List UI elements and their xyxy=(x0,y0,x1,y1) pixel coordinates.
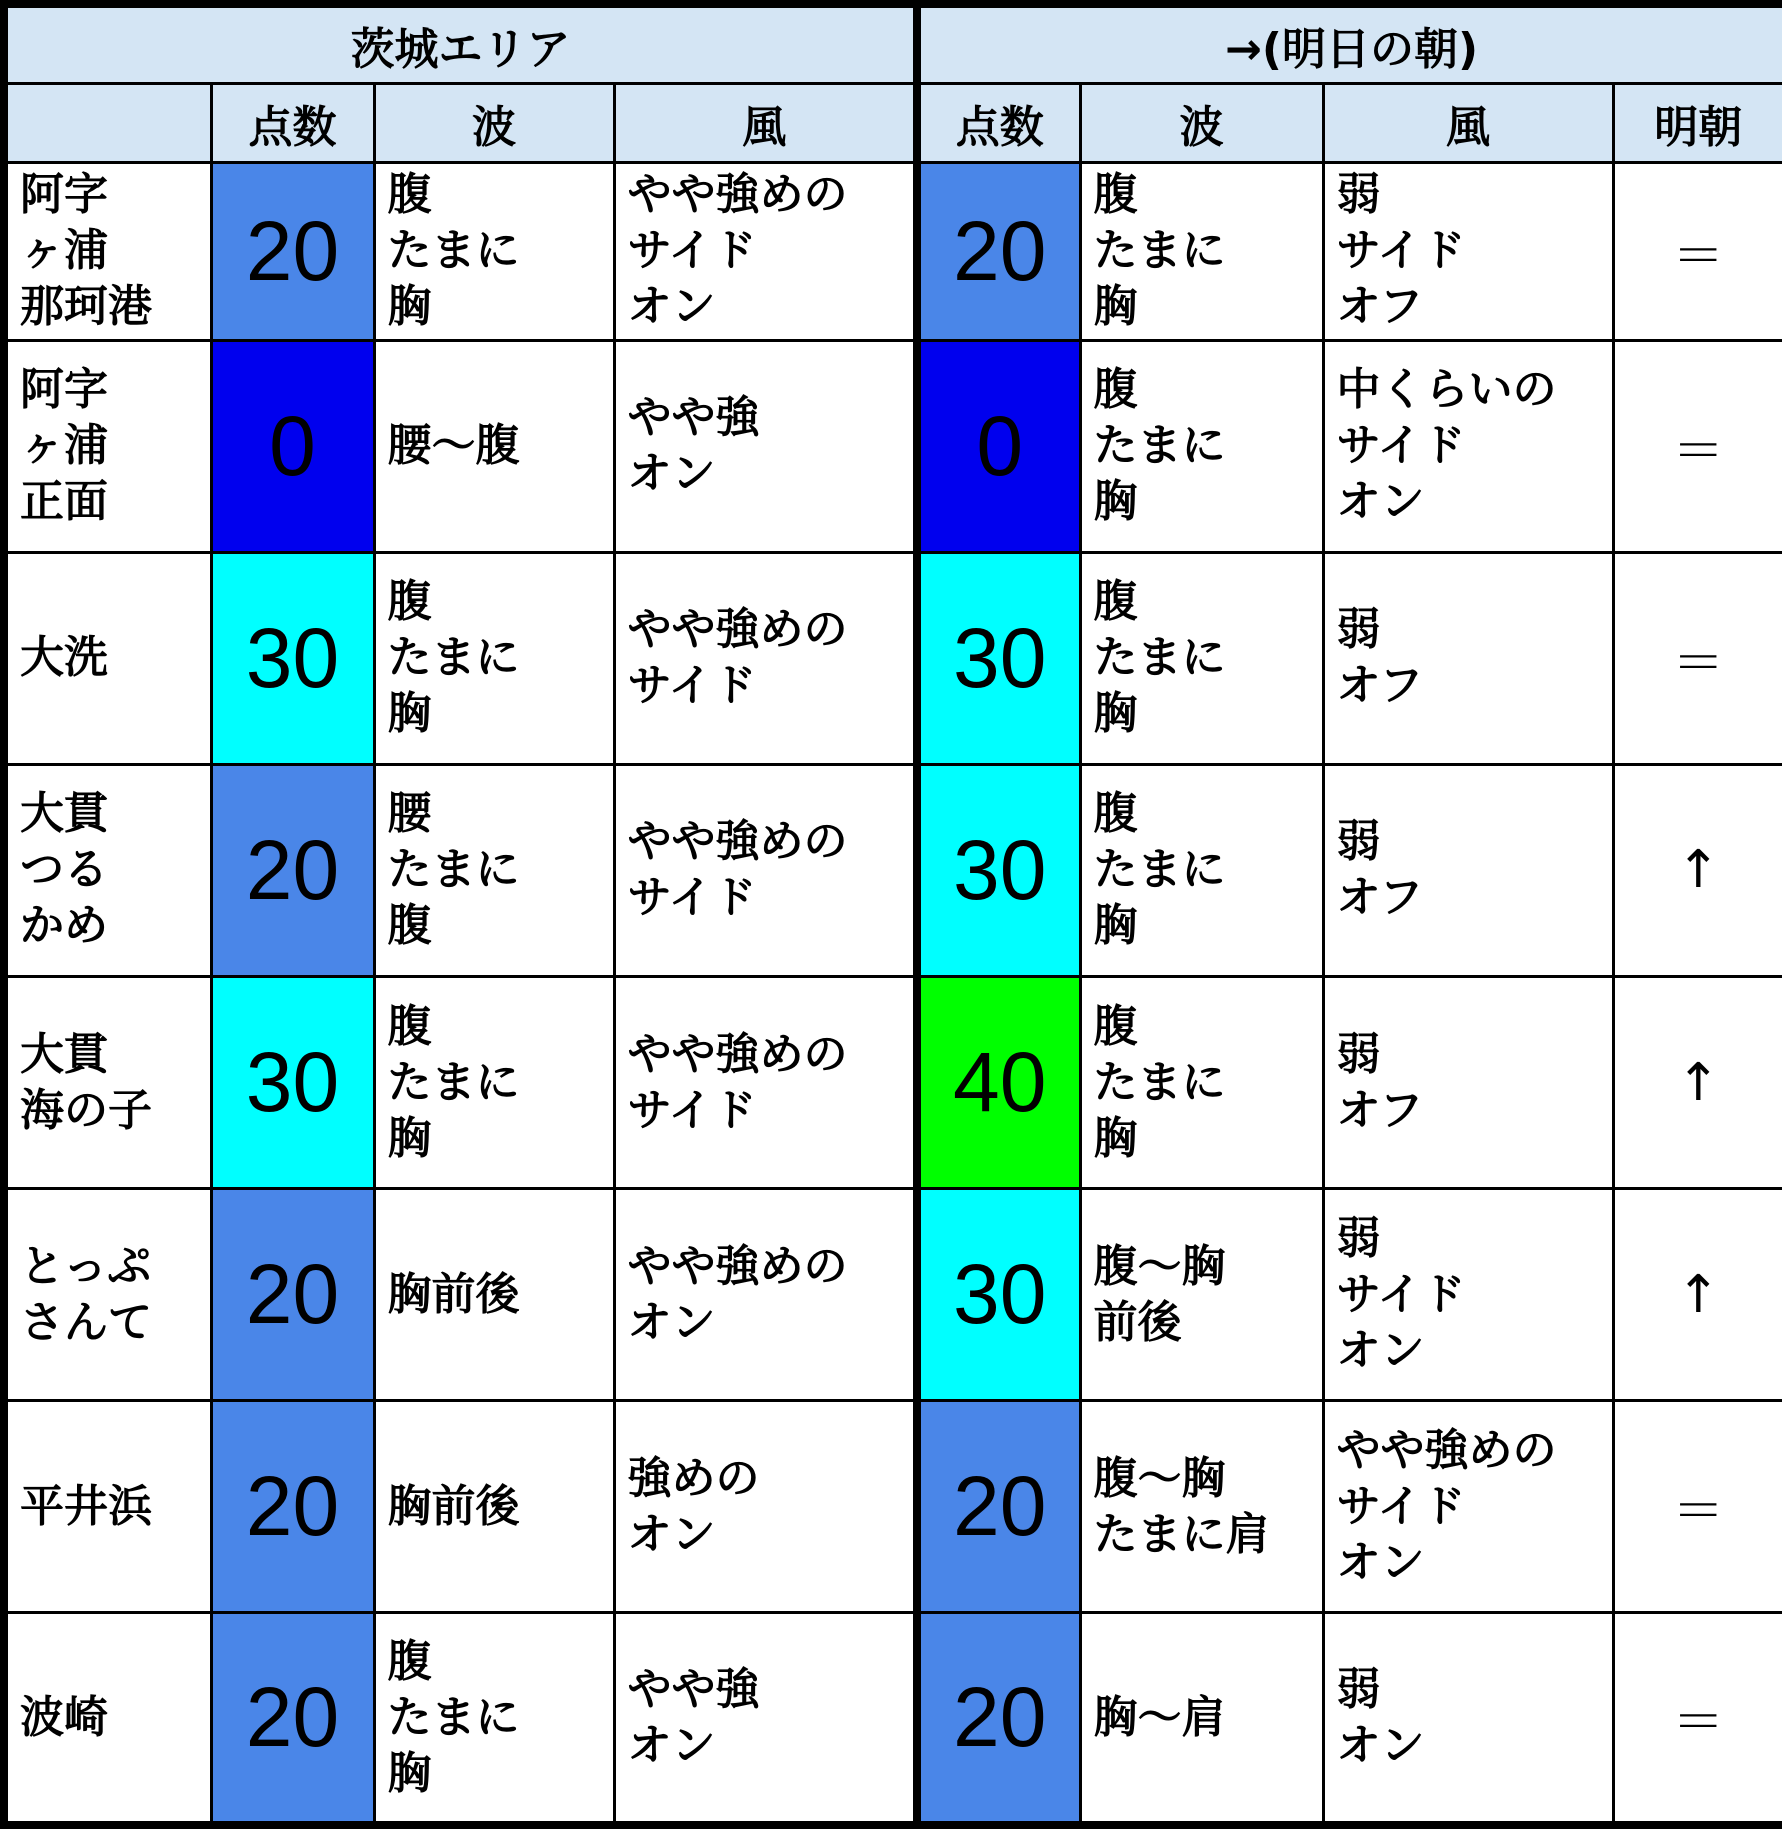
column-header-row xyxy=(4,83,1782,162)
today-score-header: 点数 xyxy=(211,83,374,162)
spot-name: 大洗 xyxy=(4,552,211,764)
today-score: 20 xyxy=(211,1401,374,1613)
table-row xyxy=(4,764,1782,976)
tomorrow-wave: 腹 たまに 胸 xyxy=(1080,976,1323,1188)
tomorrow-wind: 弱 オフ xyxy=(1323,976,1613,1188)
today-wave: 腰 たまに 腹 xyxy=(374,764,614,976)
tomorrow-score: 40 xyxy=(917,976,1080,1188)
today-wave-header: 波 xyxy=(374,83,614,162)
tomorrow-score: 30 xyxy=(917,764,1080,976)
tomorrow-wave: 胸～肩 xyxy=(1080,1613,1323,1825)
table-row xyxy=(4,1189,1782,1401)
today-wave: 胸前後 xyxy=(374,1401,614,1613)
tomorrow-wave: 腹 たまに 胸 xyxy=(1080,552,1323,764)
trend-indicator: ↑ xyxy=(1613,1189,1782,1401)
table-row xyxy=(4,1613,1782,1825)
today-score: 20 xyxy=(211,1189,374,1401)
today-wave: 腰～腹 xyxy=(374,340,614,552)
tomorrow-group-header: →(明日の朝) xyxy=(917,4,1782,83)
tomorrow-wave-header: 波 xyxy=(1080,83,1323,162)
trend-indicator: ＝ xyxy=(1613,552,1782,764)
tomorrow-score: 30 xyxy=(917,1189,1080,1401)
tomorrow-wave: 腹 たまに 胸 xyxy=(1080,764,1323,976)
today-score: 20 xyxy=(211,764,374,976)
spot-name: 平井浜 xyxy=(4,1401,211,1613)
today-wind: やや強めの サイド xyxy=(614,976,917,1188)
tomorrow-wind: 弱 オン xyxy=(1323,1613,1613,1825)
today-wind: やや強めの サイド オン xyxy=(614,162,917,340)
today-wind-header: 風 xyxy=(614,83,917,162)
spot-name: 大貫 海の子 xyxy=(4,976,211,1188)
tomorrow-wind-header: 風 xyxy=(1323,83,1613,162)
trend-indicator: ＝ xyxy=(1613,162,1782,340)
trend-indicator: ＝ xyxy=(1613,340,1782,552)
trend-indicator: ↑ xyxy=(1613,764,1782,976)
tomorrow-score: 20 xyxy=(917,1613,1080,1825)
table-row xyxy=(4,552,1782,764)
spot-name: 波崎 xyxy=(4,1613,211,1825)
tomorrow-wave: 腹 たまに 胸 xyxy=(1080,340,1323,552)
today-wind: やや強 オン xyxy=(614,340,917,552)
today-wave: 腹 たまに 胸 xyxy=(374,552,614,764)
tomorrow-wave: 腹 たまに 胸 xyxy=(1080,162,1323,340)
tomorrow-wind: 弱 サイド オン xyxy=(1323,1189,1613,1401)
today-wind: やや強めの サイド xyxy=(614,552,917,764)
tomorrow-score: 20 xyxy=(917,1401,1080,1613)
spot-column-header xyxy=(4,83,211,162)
today-wind: 強めの オン xyxy=(614,1401,917,1613)
trend-indicator: ＝ xyxy=(1613,1613,1782,1825)
today-group-header: 茨城エリア xyxy=(4,4,917,83)
today-score: 20 xyxy=(211,1613,374,1825)
forecast-rows xyxy=(4,162,1782,1825)
tomorrow-score: 20 xyxy=(917,162,1080,340)
group-header-row xyxy=(4,4,1782,83)
today-wave: 胸前後 xyxy=(374,1189,614,1401)
today-wave: 腹 たまに 胸 xyxy=(374,162,614,340)
today-wave: 腹 たまに 胸 xyxy=(374,1613,614,1825)
today-wind: やや強めの オン xyxy=(614,1189,917,1401)
spot-name: 阿字 ヶ浦 那珂港 xyxy=(4,162,211,340)
tomorrow-wave: 腹～胸 前後 xyxy=(1080,1189,1323,1401)
table-row xyxy=(4,340,1782,552)
table-row xyxy=(4,1401,1782,1613)
tomorrow-wind: 弱 オフ xyxy=(1323,552,1613,764)
spot-name: 大貫 つる かめ xyxy=(4,764,211,976)
spot-name: 阿字 ヶ浦 正面 xyxy=(4,340,211,552)
tomorrow-wind: やや強めの サイド オン xyxy=(1323,1401,1613,1613)
trend-indicator: ↑ xyxy=(1613,976,1782,1188)
tomorrow-wind: 弱 サイド オフ xyxy=(1323,162,1613,340)
trend-indicator: ＝ xyxy=(1613,1401,1782,1613)
tomorrow-score: 0 xyxy=(917,340,1080,552)
tomorrow-wave: 腹～胸 たまに肩 xyxy=(1080,1401,1323,1613)
table-row xyxy=(4,976,1782,1188)
tomorrow-wind: 中くらいの サイド オン xyxy=(1323,340,1613,552)
table-row xyxy=(4,162,1782,340)
today-score: 30 xyxy=(211,552,374,764)
today-wind: やや強めの サイド xyxy=(614,764,917,976)
today-score: 20 xyxy=(211,162,374,340)
tomorrow-score: 30 xyxy=(917,552,1080,764)
today-score: 30 xyxy=(211,976,374,1188)
tomorrow-wind: 弱 オフ xyxy=(1323,764,1613,976)
trend-header: 明朝 xyxy=(1613,83,1782,162)
spot-name: とっぷ さんて xyxy=(4,1189,211,1401)
tomorrow-score-header: 点数 xyxy=(917,83,1080,162)
today-wind: やや強 オン xyxy=(614,1613,917,1825)
today-wave: 腹 たまに 胸 xyxy=(374,976,614,1188)
today-score: 0 xyxy=(211,340,374,552)
